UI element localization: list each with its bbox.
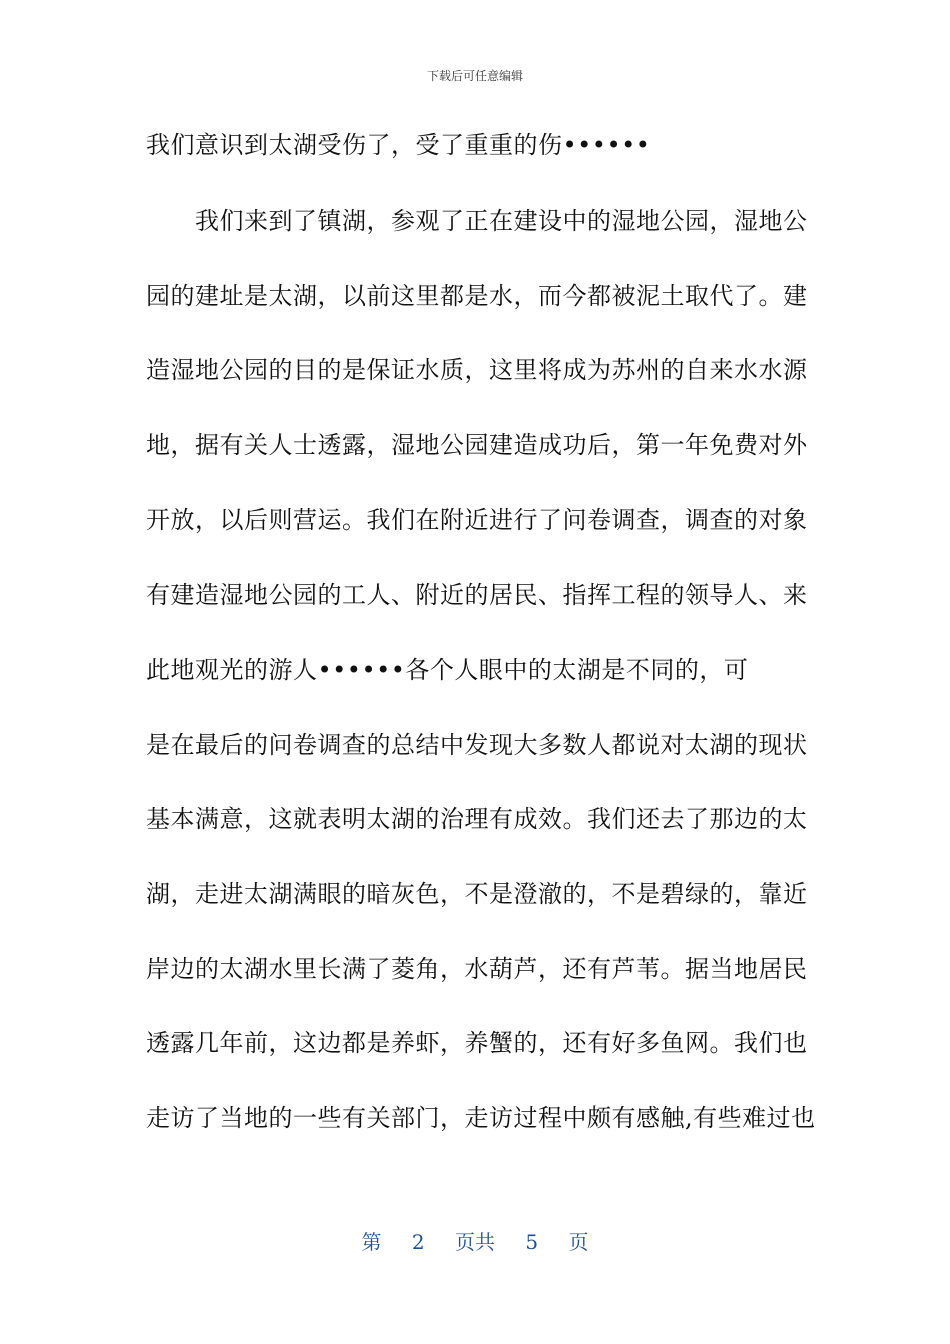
page-label-prefix: 第 <box>361 1230 382 1254</box>
text-line: 岸边的太湖水里长满了菱角，水葫芦，还有芦苇。据当地居民 <box>146 955 808 983</box>
text-line: 造湿地公园的目的是保证水质，这里将成为苏州的自来水水源 <box>146 356 808 384</box>
text-line: 我们意识到太湖受伤了，受了重重的伤•••••• <box>146 131 651 159</box>
text-line: 有建造湿地公园的工人、附近的居民、指挥工程的领导人、来 <box>146 581 808 609</box>
text-line: 透露几年前，这边都是养虾，养蟹的，还有好多鱼网。我们也 <box>146 1029 808 1057</box>
page-label-mid: 页共 <box>455 1230 495 1254</box>
text-line: 湖，走进太湖满眼的暗灰色，不是澄澈的，不是碧绿的，靠近 <box>146 880 808 908</box>
text-line: 基本满意，这就表明太湖的治理有成效。我们还去了那边的太 <box>146 805 808 833</box>
page-header-note: 下载后可任意编辑 <box>426 69 523 83</box>
current-page-number: 2 <box>411 1230 425 1254</box>
text-line: 开放，以后则营运。我们在附近进行了问卷调查，调查的对象 <box>146 506 808 534</box>
page-footer <box>0 1226 950 1255</box>
text-line: 走访了当地的一些有关部门，走访过程中颇有感触,有些难过也 <box>146 1104 816 1132</box>
text-line: 我们来到了镇湖，参观了正在建设中的湿地公园，湿地公 <box>146 207 808 235</box>
text-line: 是在最后的问卷调查的总结中发现大多数人都说对太湖的现状 <box>146 731 808 759</box>
text-line: 园的建址是太湖，以前这里都是水，而今都被泥土取代了。建 <box>146 282 808 310</box>
total-pages-number: 5 <box>525 1230 539 1254</box>
page-label-suffix: 页 <box>568 1230 589 1254</box>
text-line: 此地观光的游人••••••各个人眼中的太湖是不同的，可 <box>146 656 749 684</box>
text-line: 地，据有关人士透露，湿地公园建造成功后，第一年免费对外 <box>146 431 808 459</box>
